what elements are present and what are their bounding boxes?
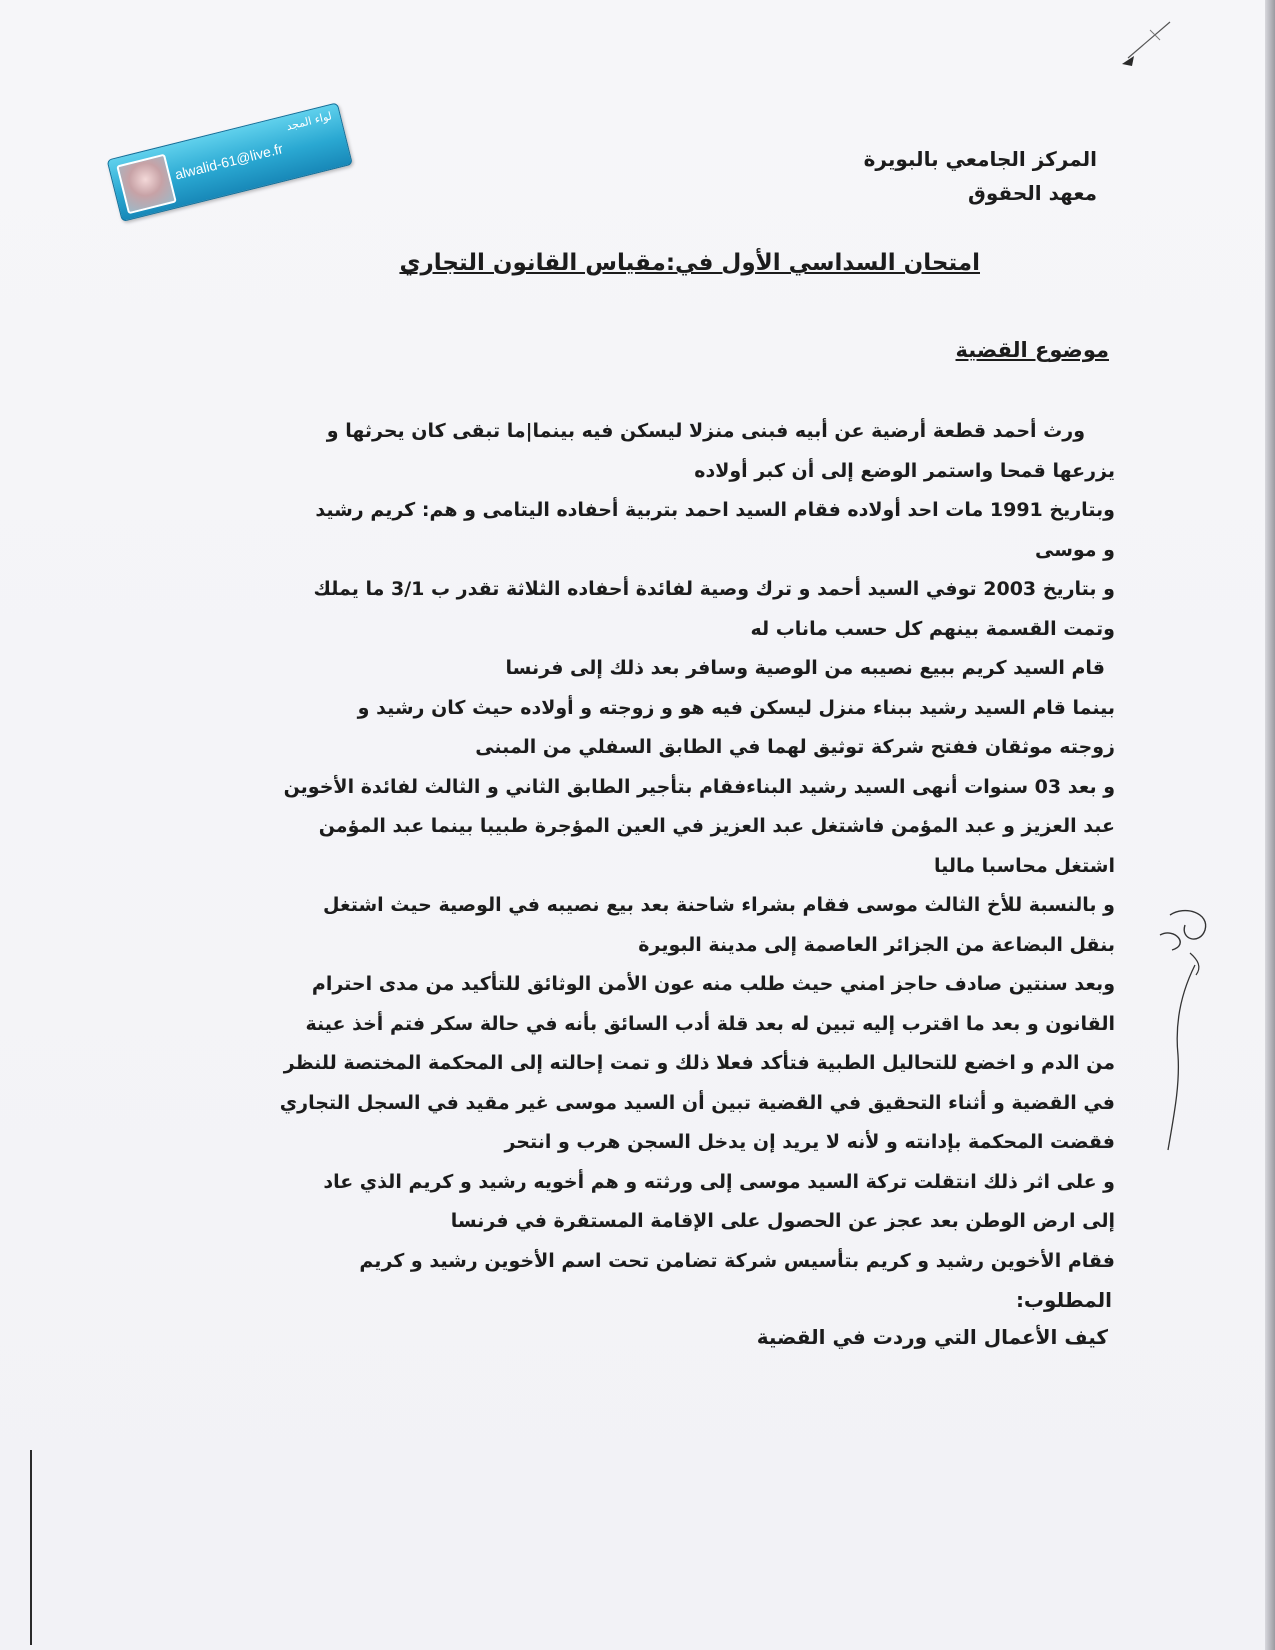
corner-pen-mark (1120, 20, 1190, 70)
exam-title: امتحان السداسي الأول في:مقياس القانون التجاري (399, 250, 980, 276)
case-line: وبعد سنتين صادف حاجز امني حيث طلب منه عون الأمن الوثائق للتأكيد من مدى احترام (311, 973, 1115, 995)
case-line: القانون و بعد ما اقترب إليه تبين له بعد قلة أدب السائق بأنه في حالة سكر فتم أخذ عينة (305, 1012, 1115, 1035)
case-body (155, 412, 1115, 1281)
case-line: اشتغل محاسبا ماليا (934, 854, 1115, 877)
scan-edge-right (1265, 0, 1275, 1650)
watermark-name: لواء المجد (284, 109, 334, 134)
case-heading: موضوع القضية (955, 338, 1109, 362)
case-line: و على اثر ذلك انتقلت تركة السيد موسى إلى ورثته و هم أخويه رشيد و كريم الذي عاد (323, 1170, 1115, 1193)
case-line: بنقل البضاعة من الجزائر العاصمة إلى مدينة البويرة (638, 933, 1115, 956)
required-question: كيف الأعمال التي وردت في القضية (756, 1325, 1108, 1349)
case-line: و بعد 03 سنوات أنهى السيد رشيد البناءفقام بتأجير الطابق الثاني و الثالث لفائدة الأخوين (283, 775, 1115, 798)
institution-header (864, 142, 1097, 210)
case-line: قام السيد كريم ببيع نصيبه من الوصية وسافر بعد ذلك إلى فرنسا (505, 657, 1105, 679)
case-line: من الدم و اخضع للتحاليل الطبية فتأكد فعلا ذلك و تمت إحالته إلى المحكمة المختصة للنظر (283, 1052, 1115, 1074)
case-line: ورث أحمد قطعة أرضية عن أبيه فبنى منزلا ليسكن فيه بينما|ما تبقى كان يحرثها و (326, 420, 1085, 442)
case-line: زوجته موثقان ففتح شركة توثيق لهما في الطابق السفلي من المبنى (475, 736, 1115, 758)
case-line: وتمت القسمة بينهم كل حسب ماناب له (750, 617, 1115, 640)
watermark-email: alwalid-61@live.fr (173, 140, 285, 183)
case-line: و موسى (1034, 538, 1115, 561)
case-line: و بالنسبة للأخ الثالث موسى فقام بشراء شاحنة بعد بيع نصيبه في الوصية حيث اشتغل (323, 894, 1115, 916)
case-line: و بتاريخ 2003 توفي السيد أحمد و ترك وصية لفائدة أحفاده الثلاثة تقدر ب 3/1 ما يملك (313, 578, 1115, 600)
avatar (116, 154, 177, 215)
case-line: يزرعها قمحا واستمر الوضع إلى أن كبر أولاده (694, 459, 1115, 482)
case-line: فقام الأخوين رشيد و كريم بتأسيس شركة تضامن تحت اسم الأخوين رشيد و كريم (359, 1249, 1115, 1272)
case-line: إلى ارض الوطن بعد عجز عن الحصول على الإقامة المستقرة في فرنسا (450, 1210, 1115, 1232)
case-line: فقضت المحكمة بإدانته و لأنه لا يريد إن يدخل السجن هرب و انتحر (504, 1131, 1115, 1153)
case-line: في القضية و أثناء التحقيق في القضية تبين أن السيد موسى غير مقيد في السجل التجاري (279, 1091, 1115, 1114)
institution-line: المركز الجامعي بالبويرة (863, 147, 1097, 171)
institution-line: معهد الحقوق (968, 181, 1097, 205)
handwritten-annotation (1150, 905, 1230, 1155)
case-line: عبد العزيز و عبد المؤمن فاشتغل عبد العزيز في العين المؤجرة طبيبا بينما عبد المؤمن (318, 815, 1115, 837)
watermark-badge (107, 102, 353, 222)
case-line: وبتاريخ 1991 مات احد أولاده فقام السيد احمد بتربية أحفاده اليتامى و هم: كريم رشيد (315, 499, 1115, 521)
required-label: المطلوب: (1015, 1288, 1112, 1312)
scan-edge-line (30, 1450, 32, 1645)
case-line: بينما قام السيد رشيد ببناء منزل ليسكن فيه هو و زوجته و أولاده حيث كان رشيد و (357, 696, 1115, 719)
